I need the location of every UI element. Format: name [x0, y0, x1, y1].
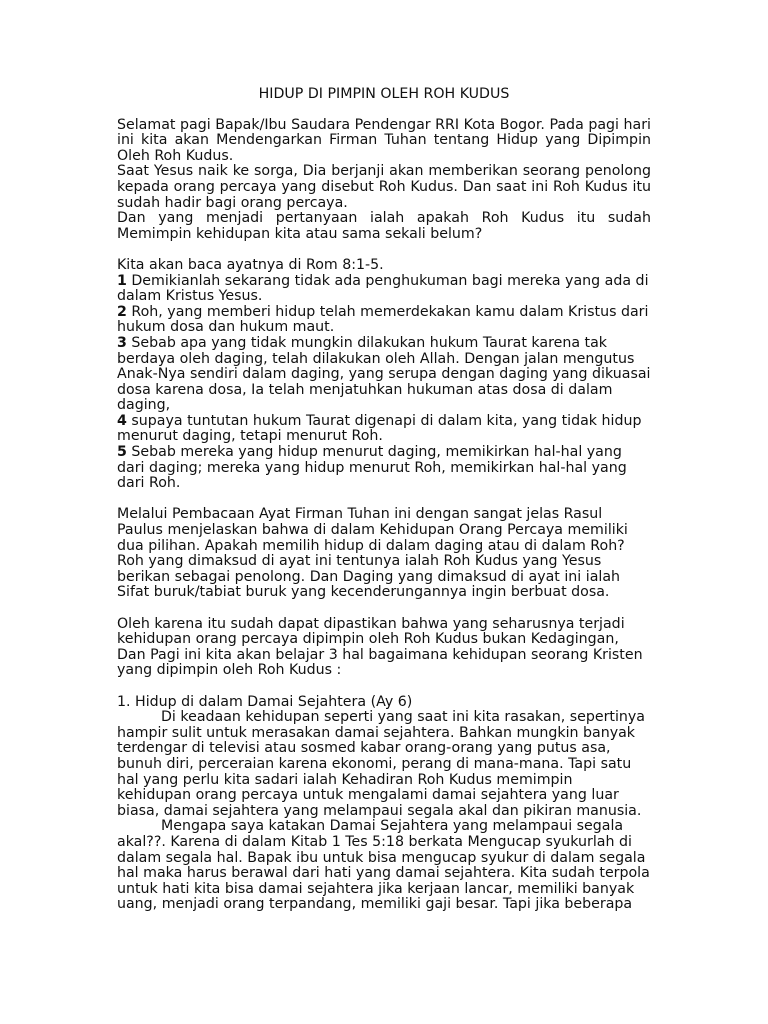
verse-text: Sebab apa yang tidak mungkin dilakukan hukum Taurat karena tak berdaya oleh daging, telah dilakukan oleh Allah. Dengan jalan mengutus Anak-Nya sendiri dalam daging, yang serupa dengan daging yang dikuasai dosa karena dosa, Ia telah menjatuhkan hukuman atas dosa di dalam daging, [117, 334, 651, 414]
spacer [117, 601, 651, 617]
spacer [117, 679, 651, 695]
verse-5 [117, 445, 651, 492]
intro-paragraph-3: Dan yang menjadi pertanyaan ialah apakah Roh Kudus itu sudah Memimpin kehidupan kita atau sama sekali belum? [117, 210, 651, 242]
verse-text: Sebab mereka yang hidup menurut daging, memikirkan hal-hal yang dari daging; mereka yang hidup menurut Roh, memikirkan hal-hal yang dari Roh. [117, 444, 627, 492]
document-page [117, 87, 651, 913]
body-paragraph-2: Oleh karena itu sudah dapat dipastikan bahwa yang seharusnya terjadi kehidupan orang percaya dipimpin oleh Roh Kudus bukan Kedagingan, Dan Pagi ini kita akan belajar 3 hal bagaimana kehidupan seorang Kristen yang dipimpin oleh Roh Kudus : [117, 615, 643, 679]
verse-number: 2 [117, 303, 127, 320]
body-paragraph-1: Melalui Pembacaan Ayat Firman Tuhan ini dengan sangat jelas Rasul Paulus menjelaskan bahwa di dalam Kehidupan Orang Percaya memiliki dua pilihan. Apakah memilih hidup di dalam daging atau di dalam Roh? Roh yang dimaksud di ayat ini tentunya ialah Roh Kudus yang Yesus berikan sebagai penolong. Dan Daging yang dimaksud di ayat ini ialah Sifat buruk/tabiat buruk yang kecenderungannya ingin berbuat dosa. [117, 506, 628, 601]
point-1-paragraph-1: Di keadaan kehidupan seperti yang saat ini kita rasakan, sepertinya hampir sulit untuk merasakan damai sejahtera. Bahkan mungkin banyak terdengar di televisi atau sosmed kabar orang-orang yang putus asa, bunuh diri, perceraian karena ekonomi, perang di mana-mana. Tapi satu hal yang perlu kita sadari ialah Kehadiran Roh Kudus memimpin kehidupan orang percaya untuk mengalami damai sejahtera yang luar biasa, damai sejahtera yang melampaui segala akal dan pikiran manusia. [117, 709, 645, 819]
document-title: HIDUP DI PIMPIN OLEH ROH KUDUS [258, 86, 510, 102]
verse-1 [117, 274, 651, 305]
verse-text: Demikianlah sekarang tidak ada penghukuman bagi mereka yang ada di dalam Kristus Yesus. [117, 272, 649, 305]
point-1-heading: 1. Hidup di dalam Damai Sejahtera (Ay 6) [117, 693, 413, 710]
verse-number: 3 [117, 334, 127, 351]
verse-number: 5 [117, 444, 127, 461]
verse-4 [117, 414, 651, 445]
reading-intro: Kita akan baca ayatnya di Rom 8:1-5. [117, 256, 384, 273]
verse-text: supaya tuntutan hukum Taurat digenapi di dalam kita, yang tidak hidup menurut daging, tetapi menurut Roh. [117, 412, 642, 445]
verse-text: Roh, yang memberi hidup telah memerdekakan kamu dalam Kristus dari hukum dosa dan hukum maut. [117, 303, 649, 336]
intro-paragraph-1: Selamat pagi Bapak/Ibu Saudara Pendengar RRI Kota Bogor. Pada pagi hari ini kita akan Mendengarkan Firman Tuhan tentang Hidup yang Dipimpin Oleh Roh Kudus. [117, 116, 651, 164]
point-1-paragraph-2: Mengapa saya katakan Damai Sejahtera yang melampaui segala akal??. Karena di dalam Kitab 1 Tes 5:18 berkata Mengucap syukurlah di dalam segala hal. Bapak ibu untuk bisa mengucap syukur di dalam segala hal maka harus berawal dari hati yang damai sejahtera. Kita sudah terpola untuk hati kita bisa damai sejahtera jika kerjaan lancar, memiliki banyak uang, menjadi orang terpandang, memiliki gaji besar. Tapi jika beberapa [117, 818, 650, 913]
verse-3 [117, 336, 651, 414]
verse-number: 4 [117, 412, 127, 429]
spacer [117, 242, 651, 258]
verse-number: 1 [117, 272, 127, 289]
spacer [117, 492, 651, 508]
verse-2 [117, 305, 651, 336]
intro-paragraph-2: Saat Yesus naik ke sorga, Dia berjanji akan memberikan seorang penolong kepada orang percaya yang disebut Roh Kudus. Dan saat ini Roh Kudus itu sudah hadir bagi orang percaya. [117, 163, 651, 211]
